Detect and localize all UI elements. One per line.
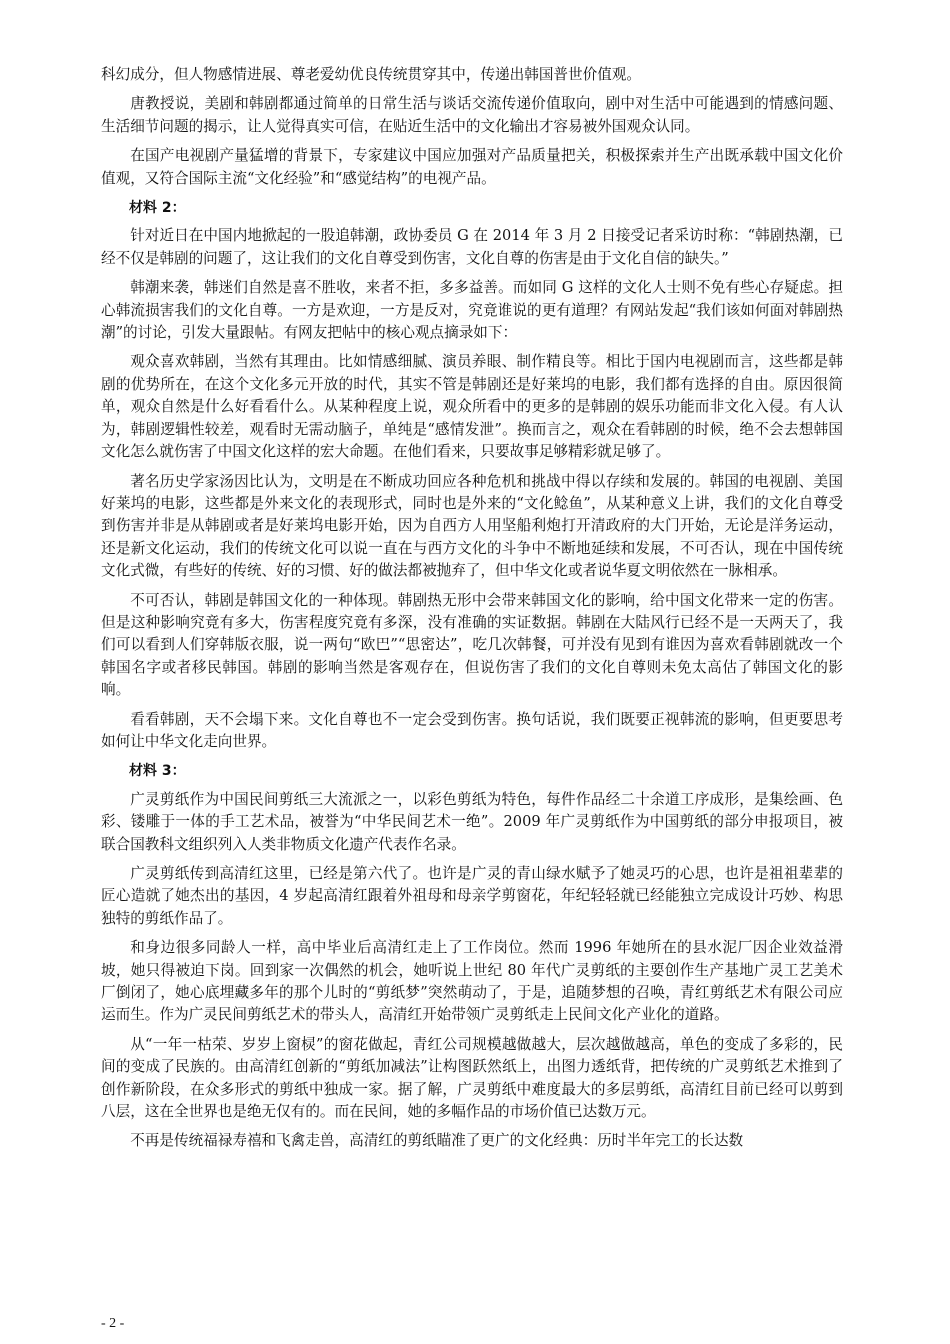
paragraph: 唐教授说，美剧和韩剧都通过简单的日常生活与谈话交流传递价值取向，剧中对生活中可能遇到的情感问题、生活细节问题的揭示，让人觉得真实可信，在贴近生活中的文化输出才容易被外国观众认同。 — [101, 95, 843, 135]
paragraph: 在国产电视剧产量猛增的背景下，专家建议中国应加强对产品质量把关，积极探索并生产出既承载中国文化价值观，又符合国际主流“文化经验”和“感觉结构”的电视产品。 — [101, 147, 843, 187]
paragraph: 科幻成分，但人物感情进展、尊老爱幼优良传统贯穿其中，传递出韩国普世价值观。 — [101, 66, 641, 83]
paragraph: 看看韩剧，天不会塌下来。文化自尊也不一定会受到伤害。换句话说，我们既要正视韩流的影响，但更要思考如何让中华文化走向世界。 — [101, 710, 843, 750]
body-text — [101, 64, 843, 1160]
paragraph: 广灵剪纸作为中国民间剪纸三大流派之一，以彩色剪纸为特色，每件作品经二十余道工序成形，是集绘画、色彩、镂雕于一体的手工艺术品，被誉为“中华民间艺术一绝”。2009 年广灵剪纸作为中国剪纸的部分申报项目，被联合国教科文组织列入人类非物质文化遗产代表作名录。 — [101, 790, 843, 853]
page-number: - 2 - — [101, 1316, 125, 1331]
paragraph: 从“一年一枯荣、岁岁上窗棂”的窗花做起，青红公司规模越做越大，层次越做越高，单色的变成了多彩的，民间的变成了民族的。由高清红创新的“剪纸加减法”让构图跃然纸上，出图力透纸背，把传统的广灵剪纸艺术推到了创作新阶段，在众多形式的剪纸中独成一家。据了解，广灵剪纸中难度最大的多层剪纸，高清红目前已经可以剪到八层，这在全世界也是绝无仅有的。而在民间，她的多幅作品的市场价值已达数万元。 — [101, 1035, 843, 1121]
paragraph: 观众喜欢韩剧，当然有其理由。比如情感细腻、演员养眼、制作精良等。相比于国内电视剧而言，这些都是韩剧的优势所在，在这个文化多元开放的时代，其实不管是韩剧还是好莱坞的电影，我们都有选择的自由。原因很简单，观众自然是什么好看看什么。从某种程度上说，观众所看中的更多的是韩剧的娱乐功能而非文化入侵。有人认为，韩剧逻辑性较差，观看时无需动脑子，单纯是“感情发泄”。换而言之，观众在看韩剧的时候，绝不会去想韩国文化怎么就伤害了中国文化这样的宏大命题。在他们看来，只要故事足够精彩就足够了。 — [101, 353, 843, 461]
paragraph: 针对近日在中国内地掀起的一股追韩潮，政协委员 G 在 2014 年 3 月 2 日接受记者采访时称：“韩剧热潮，已经不仅是韩剧的问题了，这让我们的文化自尊受到伤害，文化自尊的伤害是由于文化自信的缺失。” — [101, 227, 843, 267]
paragraph: 和身边很多同龄人一样，高中毕业后高清红走上了工作岗位。然而 1996 年她所在的县水泥厂因企业效益滑坡，她只得被迫下岗。回到家一次偶然的机会，她听说上世纪 80 年代广灵剪纸的主要创作生产基地广灵工艺美术厂倒闭了，她心底埋藏多年的那个儿时的“剪纸梦”突然萌动了，于是，追随梦想的召唤，青红剪纸艺术有限公司应运而生。作为广灵民间剪纸艺术的带头人，高清红开始带领广灵剪纸走上民间文化产业化的道路。 — [101, 939, 843, 1024]
paragraph: 韩潮来袭，韩迷们自然是喜不胜收，来者不拒，多多益善。而如同 G 这样的文化人士则不免有些心存疑虑。担心韩流损害我们的文化自尊。一方是欢迎，一方是反对，究竟谁说的更有道理？有网站发起“我们该如何面对韩剧热潮”的讨论，引发大量跟帖。有网友把帖中的核心观点摘录如下： — [101, 279, 843, 342]
paragraph: 著名历史学家汤因比认为，文明是在不断成功回应各种危机和挑战中得以存续和发展的。韩国的电视剧、美国好莱坞的电影，这些都是外来文化的表现形式，同时也是外来的“文化鲶鱼”，从某种意义上讲，我们的文化自尊受到伤害并非是从韩剧或者是好莱坞电影开始，因为自西方人用坚船利炮打开清政府的大门开始，无论是洋务运动，还是新文化运动，我们的传统文化可以说一直在与西方文化的斗争中不断地延续和发展，不可否认，现在中国传统文化式微，有些好的传统、好的习惯、好的做法都被抛弃了，但中华文化或者说华夏文明依然在一脉相承。 — [101, 472, 843, 580]
paragraph: 不再是传统福禄寿禧和飞禽走兽，高清红的剪纸瞄准了更广的文化经典：历时半年完工的长达数 — [130, 1132, 744, 1150]
paragraph: 不可否认，韩剧是韩国文化的一种体现。韩剧热无形中会带来韩国文化的影响，给中国文化带来一定的伤害。但是这种影响究竟有多大，伤害程度究竟有多深，没有准确的实证数据。韩剧在大陆风行已经不是一天两天了，我们可以看到人们穿韩版衣服，说一两句“欧巴”“思密达”，吃几次韩餐，可并没有见到有谁因为喜欢看韩剧就改一个韩国名字或者移民韩国。韩剧的影响当然是客观存在，但说伤害了我们的文化自尊则未免太高估了韩国文化的影响。 — [101, 591, 843, 699]
section-heading-material-3: 材料 3： — [129, 763, 186, 780]
paragraph: 广灵剪纸传到高清红这里，已经是第六代了。也许是广灵的青山绿水赋予了她灵巧的心思，也许是祖祖辈辈的匠心造就了她杰出的基因，4 岁起高清红跟着外祖母和母亲学剪窗花，年纪轻轻就已经能独立完成设计巧妙、构思独特的剪纸作品了。 — [101, 865, 843, 927]
section-heading-material-2: 材料 2： — [129, 200, 186, 217]
